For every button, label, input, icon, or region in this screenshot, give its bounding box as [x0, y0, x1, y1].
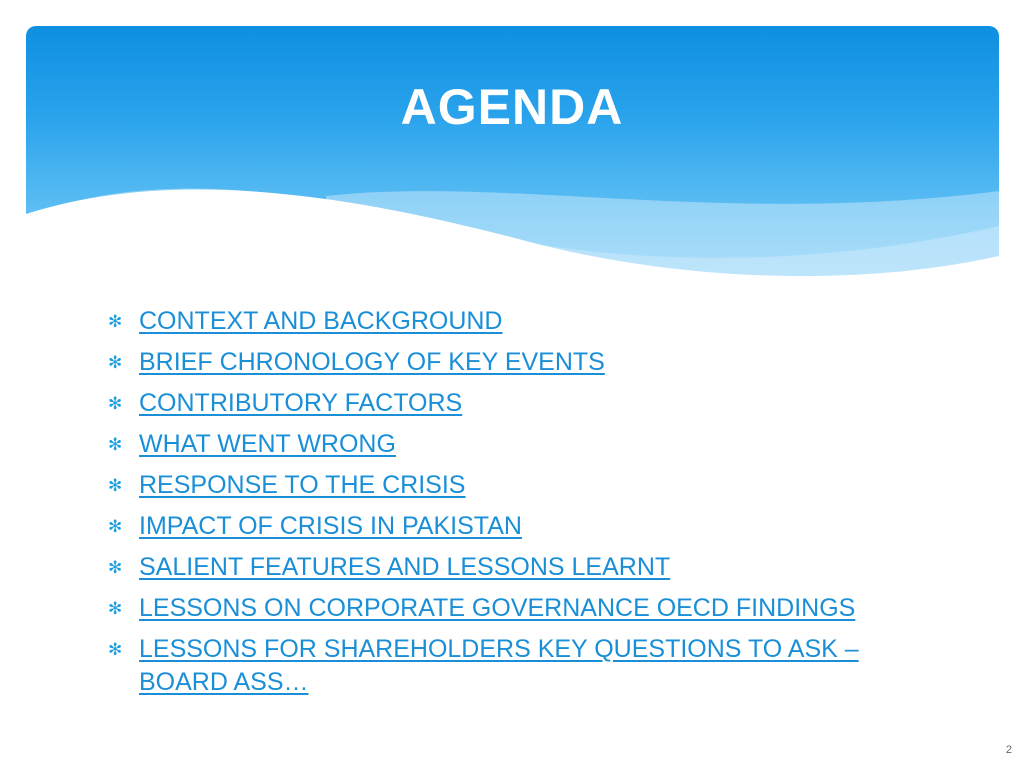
- asterisk-icon: ✻: [108, 394, 123, 413]
- agenda-link-impact-pakistan[interactable]: IMPACT OF CRISIS IN PAKISTAN: [139, 512, 522, 540]
- asterisk-icon: ✻: [108, 558, 123, 577]
- agenda-item: [108, 428, 928, 461]
- agenda-item: [108, 633, 928, 699]
- agenda-item: [108, 592, 928, 625]
- agenda-link-oecd-findings[interactable]: LESSONS ON CORPORATE GOVERNANCE OECD FINDINGS: [139, 594, 856, 622]
- agenda-item: [108, 510, 928, 543]
- agenda-item: [108, 469, 928, 502]
- asterisk-icon: ✻: [108, 476, 123, 495]
- asterisk-icon: ✻: [108, 517, 123, 536]
- asterisk-icon: ✻: [108, 435, 123, 454]
- asterisk-icon: ✻: [108, 640, 123, 659]
- agenda-link-brief-chronology[interactable]: BRIEF CHRONOLOGY OF KEY EVENTS: [139, 348, 605, 376]
- agenda-list: [108, 305, 928, 707]
- slide-title: AGENDA: [400, 79, 624, 135]
- agenda-item: [108, 305, 928, 338]
- agenda-item: [108, 387, 928, 420]
- asterisk-icon: ✻: [108, 312, 123, 331]
- page-number: 2: [1005, 744, 1012, 756]
- agenda-link-salient-features[interactable]: SALIENT FEATURES AND LESSONS LEARNT: [139, 553, 671, 581]
- agenda-link-response-to-crisis[interactable]: RESPONSE TO THE CRISIS: [139, 471, 466, 499]
- asterisk-icon: ✻: [108, 353, 123, 372]
- wave-decoration: [26, 26, 999, 286]
- agenda-link-what-went-wrong[interactable]: WHAT WENT WRONG: [139, 430, 396, 458]
- agenda-item: [108, 551, 928, 584]
- header-banner: [26, 26, 999, 286]
- asterisk-icon: ✻: [108, 599, 123, 618]
- agenda-item: [108, 346, 928, 379]
- agenda-link-context-background[interactable]: CONTEXT AND BACKGROUND: [139, 307, 503, 335]
- agenda-link-shareholders-questions[interactable]: LESSONS FOR SHAREHOLDERS KEY QUESTIONS TO ASK – BOARD ASS…: [139, 635, 859, 696]
- agenda-link-contributory-factors[interactable]: CONTRIBUTORY FACTORS: [139, 389, 463, 417]
